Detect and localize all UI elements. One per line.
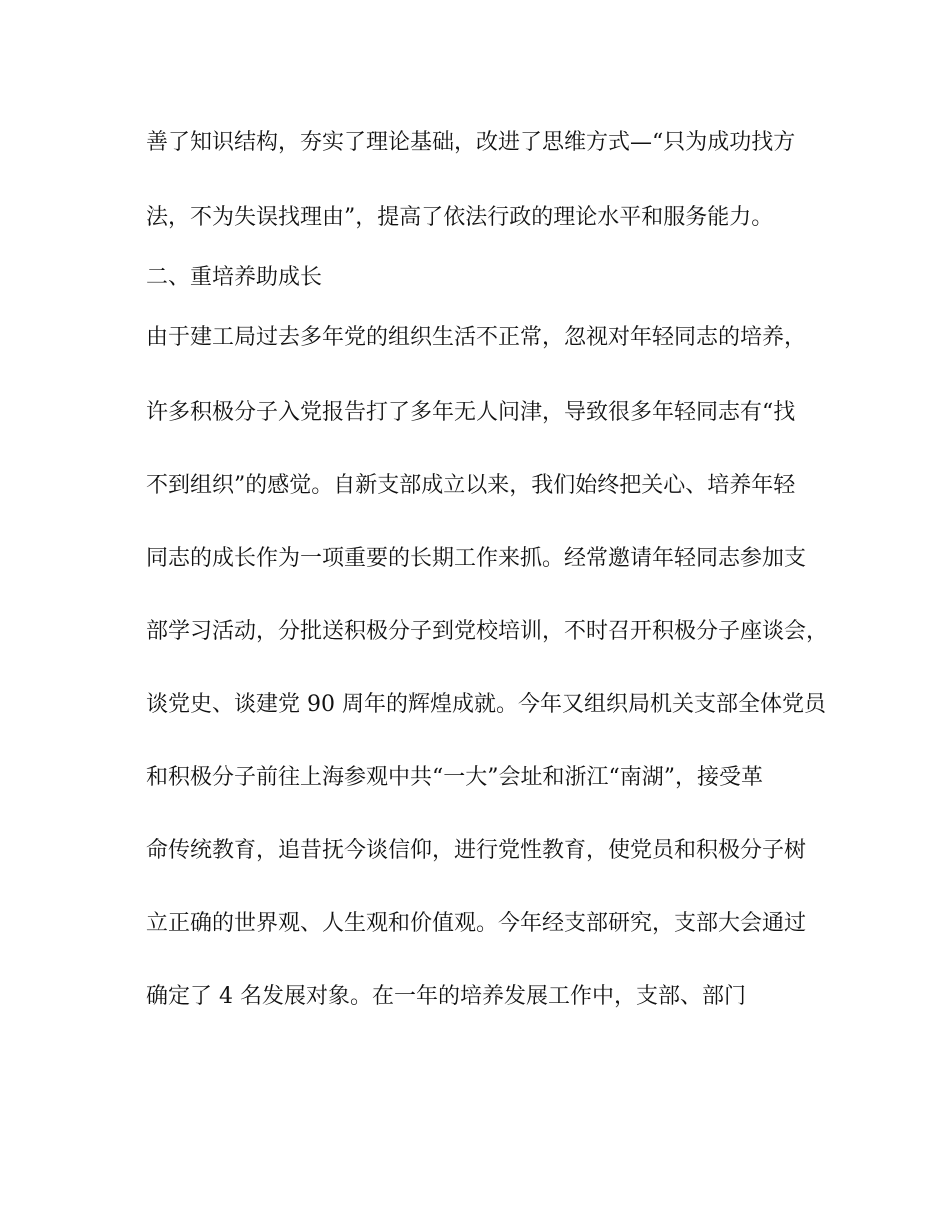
- text-line: 立正确的世界观、人生观和价值观。今年经支部研究，支部大会通过: [146, 911, 807, 936]
- text-line: 谈党史、谈建党 90 周年的辉煌成就。今年又组织局机关支部全体党员: [146, 692, 826, 717]
- text-line: 命传统教育，追昔抚今谈信仰，进行党性教育，使党员和积极分子树: [146, 838, 807, 863]
- text-line: 由于建工局过去多年党的组织生活不正常，忽视对年轻同志的培养，: [146, 325, 807, 350]
- text-line: 法，不为失误找理由”，提高了依法行政的理论水平和服务能力。: [146, 205, 774, 230]
- section-heading: 二、重培养助成长: [146, 265, 323, 290]
- text-line: 同志的成长作为一项重要的长期工作来抓。经常邀请年轻同志参加支: [146, 546, 807, 571]
- text-line: 不到组织”的感觉。自新支部成立以来，我们始终把关心、培养年轻: [146, 473, 796, 498]
- text-line: 部学习活动，分批送积极分子到党校培训，不时召开积极分子座谈会，: [146, 619, 829, 644]
- text-line: 善了知识结构，夯实了理论基础，改进了思维方式—“只为成功找方: [146, 130, 796, 155]
- text-line: 许多积极分子入党报告打了多年无人问津，导致很多年轻同志有“找: [146, 400, 796, 425]
- text-line: 确定了 4 名发展对象。在一年的培养发展工作中，支部、部门: [146, 984, 746, 1009]
- text-line: 和积极分子前往上海参观中共“一大”会址和浙江“南湖”，接受革: [146, 765, 763, 790]
